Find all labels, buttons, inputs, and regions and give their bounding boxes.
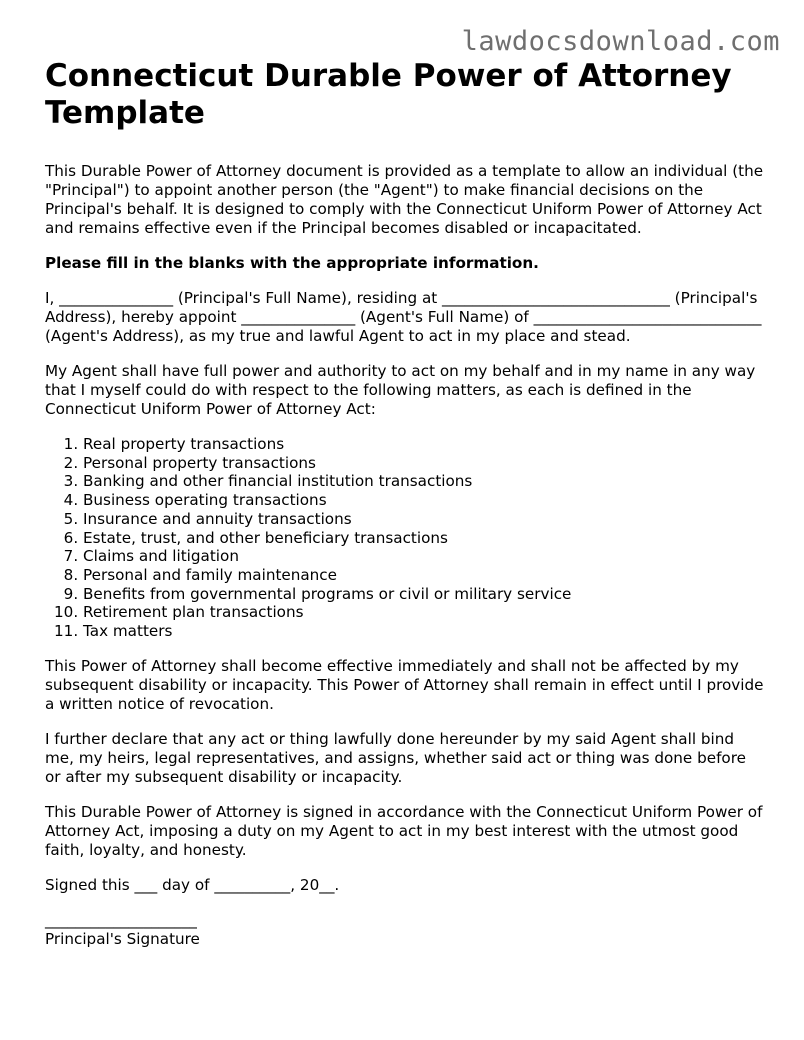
list-item: 7. Claims and litigation (83, 547, 765, 566)
page-title: Connecticut Durable Power of Attorney Template (45, 58, 732, 131)
signed-date-line: Signed this ___ day of __________, 20__. (45, 875, 340, 894)
list-item: 3. Banking and other financial institution transactions (83, 472, 765, 491)
list-item: 4. Business operating transactions (83, 491, 765, 510)
list-item: 6. Estate, trust, and other beneficiary transactions (83, 529, 765, 548)
document-body (45, 58, 765, 949)
declaration-paragraph: I further declare that any act or thing lawfully done hereunder by my said Agent shall bind me, my heirs, legal representatives, and assigns, whether said act or thing was done before or after my subsequent disability or incapacity. (45, 729, 746, 786)
list-item: 1. Real property transactions (83, 435, 765, 454)
signature-blank: ____________________ (45, 910, 197, 929)
instruction-text: Please fill in the blanks with the appropriate information. (45, 254, 539, 272)
list-item: 11. Tax matters (83, 622, 765, 641)
intro-paragraph: This Durable Power of Attorney document is provided as a template to allow an individual (the "Principal") to appoint another person (the "Agent") to make financial decisions on the Principal's behalf. It is designed to comply with the Connecticut Uniform Power of Attorney Act and remains effective even if the Principal becomes disabled or incapacitated. (45, 162, 764, 237)
compliance-paragraph: This Durable Power of Attorney is signed in accordance with the Connecticut Uniform Power of Attorney Act, imposing a duty on my Agent to act in my best interest with the utmost good faith, loyalty, and honesty. (45, 802, 763, 859)
watermark: lawdocsdownload.com (461, 26, 780, 57)
list-item: 10. Retirement plan transactions (83, 603, 765, 622)
list-item: 5. Insurance and annuity transactions (83, 510, 765, 529)
signature-label: Principal's Signature (45, 929, 200, 948)
effective-paragraph: This Power of Attorney shall become effective immediately and shall not be affected by my subsequent disability or incapacity. This Power of Attorney shall remain in effect until I provide a written notice of revocation. (45, 656, 764, 713)
appointment-paragraph: I, _______________ (Principal's Full Name), residing at ______________________________ (Principal's Address), hereby appoint _______________ (Agent's Full Name) of ______________________________ (Agent's Address), as my true and lawful Agent to act in my place and stead. (45, 289, 762, 345)
list-item: 2. Personal property transactions (83, 454, 765, 473)
powers-list (45, 435, 765, 641)
list-item: 9. Benefits from governmental programs or civil or military service (83, 585, 765, 604)
list-item: 8. Personal and family maintenance (83, 566, 765, 585)
powers-intro-paragraph: My Agent shall have full power and authority to act on my behalf and in my name in any way that I myself could do with respect to the following matters, as each is defined in the Connecticut Uniform Power of Attorney Act: (45, 362, 756, 418)
